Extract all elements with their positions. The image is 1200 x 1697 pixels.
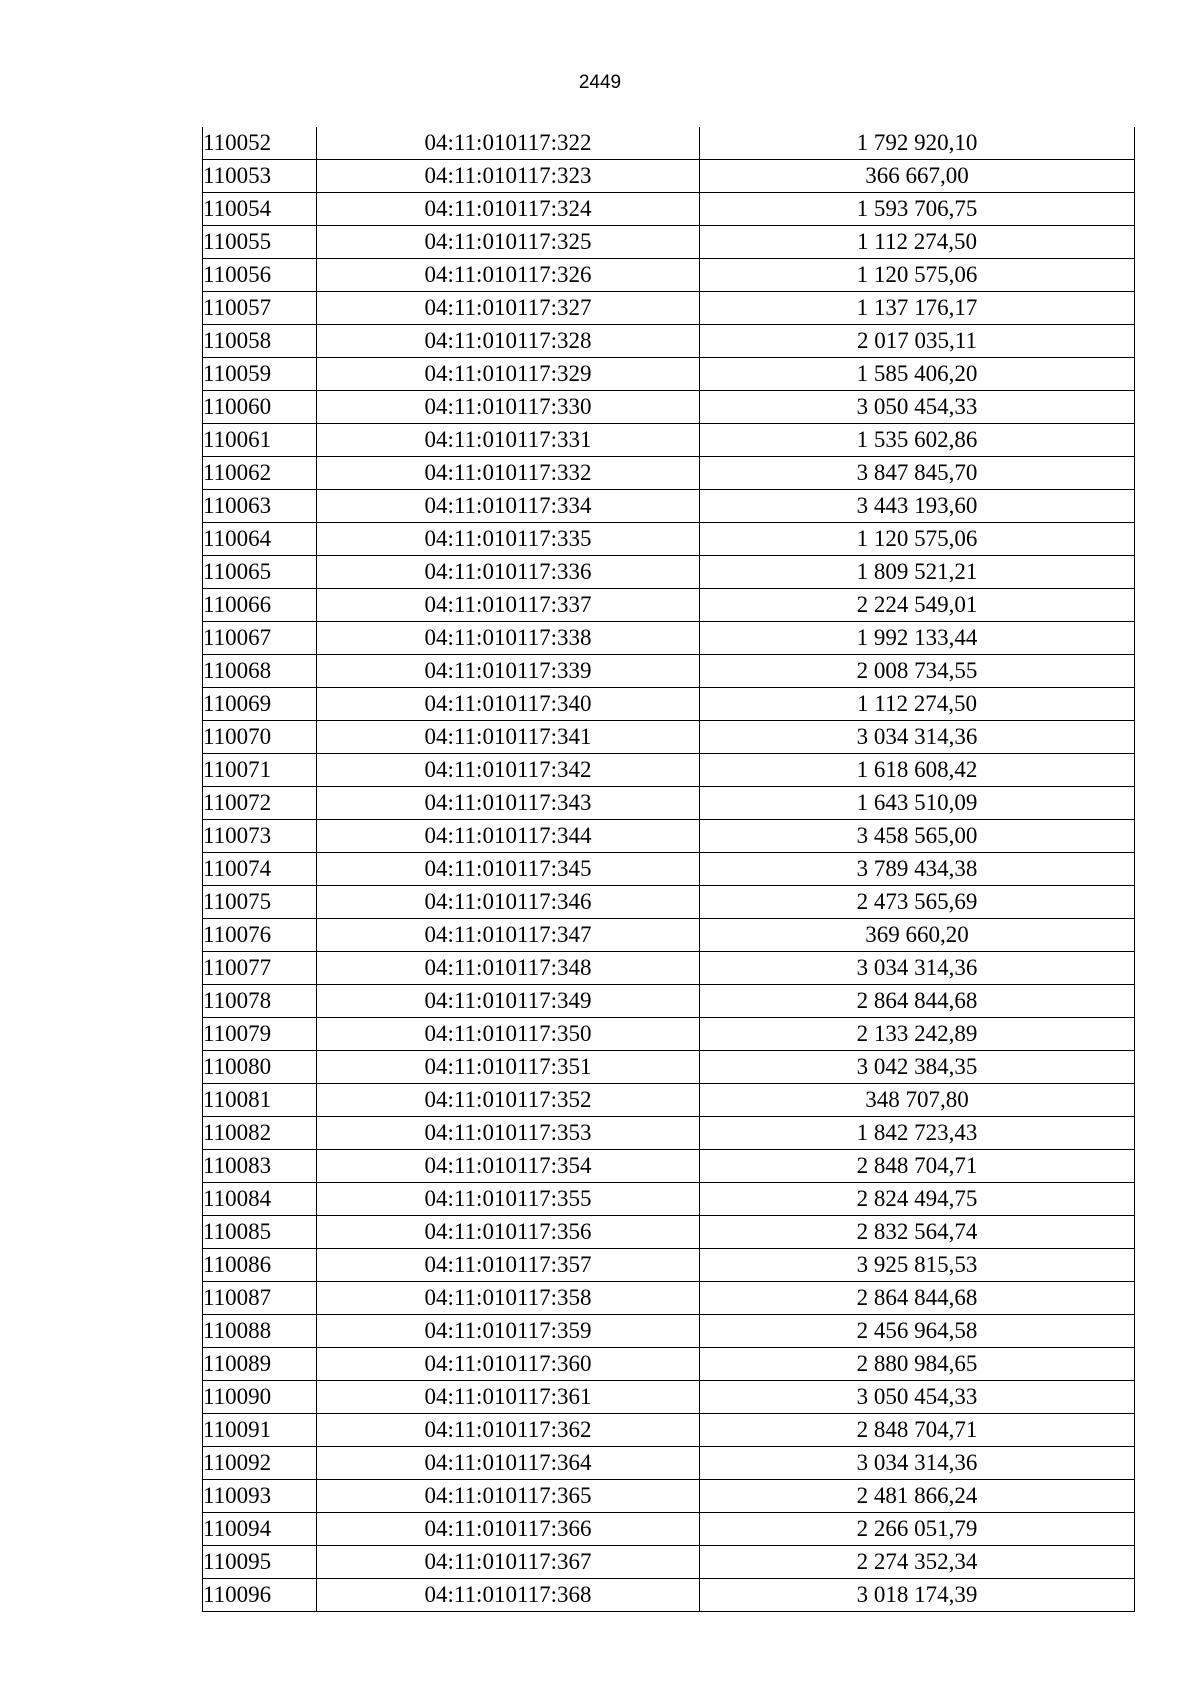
- cadastral-value-cell: 1 112 274,50: [700, 226, 1135, 259]
- row-number-cell: 110064: [203, 523, 317, 556]
- cadastral-number-cell: 04:11:010117:360: [317, 1348, 700, 1381]
- table-row: [203, 721, 1135, 754]
- cadastral-number-cell: 04:11:010117:338: [317, 622, 700, 655]
- table-row: [203, 1546, 1135, 1579]
- row-number-cell: 110054: [203, 193, 317, 226]
- cadastral-number-cell: 04:11:010117:323: [317, 160, 700, 193]
- cadastral-number-cell: 04:11:010117:334: [317, 490, 700, 523]
- cadastral-value-cell: 1 112 274,50: [700, 688, 1135, 721]
- row-number-cell: 110068: [203, 655, 317, 688]
- cadastral-value-cell: 3 458 565,00: [700, 820, 1135, 853]
- row-number-cell: 110092: [203, 1447, 317, 1480]
- row-number-cell: 110086: [203, 1249, 317, 1282]
- row-number-cell: 110076: [203, 919, 317, 952]
- row-number-cell: 110083: [203, 1150, 317, 1183]
- table-row: [203, 1513, 1135, 1546]
- table-row: [203, 226, 1135, 259]
- cadastral-number-cell: 04:11:010117:340: [317, 688, 700, 721]
- table-row: [203, 1579, 1135, 1612]
- row-number-cell: 110056: [203, 259, 317, 292]
- cadastral-number-cell: 04:11:010117:337: [317, 589, 700, 622]
- table-row: [203, 787, 1135, 820]
- cadastral-value-cell: 366 667,00: [700, 160, 1135, 193]
- row-number-cell: 110065: [203, 556, 317, 589]
- cadastral-value-cell: 1 120 575,06: [700, 259, 1135, 292]
- table-row: [203, 523, 1135, 556]
- row-number-cell: 110093: [203, 1480, 317, 1513]
- cadastral-value-cell: 3 018 174,39: [700, 1579, 1135, 1612]
- cadastral-value-cell: 2 017 035,11: [700, 325, 1135, 358]
- table-row: [203, 919, 1135, 952]
- page-number: 2449: [578, 72, 622, 93]
- cadastral-number-cell: 04:11:010117:361: [317, 1381, 700, 1414]
- table-row: [203, 655, 1135, 688]
- cadastral-value-cell: 1 992 133,44: [700, 622, 1135, 655]
- cadastral-value-cell: 2 473 565,69: [700, 886, 1135, 919]
- cadastral-number-cell: 04:11:010117:366: [317, 1513, 700, 1546]
- table-row: [203, 886, 1135, 919]
- row-number-cell: 110070: [203, 721, 317, 754]
- cadastral-number-cell: 04:11:010117:357: [317, 1249, 700, 1282]
- table-row: [203, 1414, 1135, 1447]
- cadastral-number-cell: 04:11:010117:331: [317, 424, 700, 457]
- table-row: [203, 424, 1135, 457]
- cadastral-number-cell: 04:11:010117:342: [317, 754, 700, 787]
- table-row: [203, 1447, 1135, 1480]
- cadastral-number-cell: 04:11:010117:329: [317, 358, 700, 391]
- cadastral-value-cell: 3 925 815,53: [700, 1249, 1135, 1282]
- table-row: [203, 292, 1135, 325]
- cadastral-value-cell: 1 593 706,75: [700, 193, 1135, 226]
- row-number-cell: 110084: [203, 1183, 317, 1216]
- cadastral-number-cell: 04:11:010117:347: [317, 919, 700, 952]
- cadastral-value-cell: 2 880 984,65: [700, 1348, 1135, 1381]
- table-row: [203, 1381, 1135, 1414]
- cadastral-number-cell: 04:11:010117:322: [317, 127, 700, 160]
- cadastral-value-cell: 369 660,20: [700, 919, 1135, 952]
- cadastral-number-cell: 04:11:010117:346: [317, 886, 700, 919]
- cadastral-value-cell: 348 707,80: [700, 1084, 1135, 1117]
- row-number-cell: 110067: [203, 622, 317, 655]
- row-number-cell: 110089: [203, 1348, 317, 1381]
- cadastral-value-cell: 1 618 608,42: [700, 754, 1135, 787]
- table-row: [203, 1480, 1135, 1513]
- cadastral-value-cell: 1 792 920,10: [700, 127, 1135, 160]
- cadastral-value-cell: 3 443 193,60: [700, 490, 1135, 523]
- cadastral-number-cell: 04:11:010117:367: [317, 1546, 700, 1579]
- row-number-cell: 110058: [203, 325, 317, 358]
- cadastral-value-cell: 3 034 314,36: [700, 952, 1135, 985]
- row-number-cell: 110062: [203, 457, 317, 490]
- cadastral-value-cell: 3 789 434,38: [700, 853, 1135, 886]
- table-row: [203, 589, 1135, 622]
- cadastral-number-cell: 04:11:010117:324: [317, 193, 700, 226]
- table-row: [203, 1282, 1135, 1315]
- table-row: [203, 1117, 1135, 1150]
- cadastral-number-cell: 04:11:010117:325: [317, 226, 700, 259]
- row-number-cell: 110059: [203, 358, 317, 391]
- cadastral-value-cell: 2 481 866,24: [700, 1480, 1135, 1513]
- table-row: [203, 1249, 1135, 1282]
- cadastral-number-cell: 04:11:010117:362: [317, 1414, 700, 1447]
- cadastral-value-table: [202, 127, 1135, 1612]
- cadastral-value-cell: 3 042 384,35: [700, 1051, 1135, 1084]
- cadastral-number-cell: 04:11:010117:332: [317, 457, 700, 490]
- table-row: [203, 358, 1135, 391]
- row-number-cell: 110063: [203, 490, 317, 523]
- table-row: [203, 688, 1135, 721]
- cadastral-number-cell: 04:11:010117:358: [317, 1282, 700, 1315]
- cadastral-value-cell: 2 848 704,71: [700, 1414, 1135, 1447]
- row-number-cell: 110053: [203, 160, 317, 193]
- table-row: [203, 1315, 1135, 1348]
- cadastral-number-cell: 04:11:010117:355: [317, 1183, 700, 1216]
- cadastral-value-cell: 1 535 602,86: [700, 424, 1135, 457]
- row-number-cell: 110060: [203, 391, 317, 424]
- row-number-cell: 110085: [203, 1216, 317, 1249]
- row-number-cell: 110073: [203, 820, 317, 853]
- row-number-cell: 110078: [203, 985, 317, 1018]
- cadastral-number-cell: 04:11:010117:339: [317, 655, 700, 688]
- cadastral-number-cell: 04:11:010117:352: [317, 1084, 700, 1117]
- row-number-cell: 110071: [203, 754, 317, 787]
- cadastral-number-cell: 04:11:010117:341: [317, 721, 700, 754]
- cadastral-number-cell: 04:11:010117:344: [317, 820, 700, 853]
- table-row: [203, 127, 1135, 160]
- table-row: [203, 952, 1135, 985]
- cadastral-value-cell: 2 864 844,68: [700, 1282, 1135, 1315]
- table-row: [203, 457, 1135, 490]
- cadastral-number-cell: 04:11:010117:359: [317, 1315, 700, 1348]
- table-row: [203, 556, 1135, 589]
- cadastral-number-cell: 04:11:010117:349: [317, 985, 700, 1018]
- row-number-cell: 110094: [203, 1513, 317, 1546]
- cadastral-number-cell: 04:11:010117:335: [317, 523, 700, 556]
- cadastral-value-cell: 2 832 564,74: [700, 1216, 1135, 1249]
- cadastral-value-cell: 2 008 734,55: [700, 655, 1135, 688]
- cadastral-number-cell: 04:11:010117:354: [317, 1150, 700, 1183]
- row-number-cell: 110096: [203, 1579, 317, 1612]
- row-number-cell: 110061: [203, 424, 317, 457]
- cadastral-value-cell: 1 842 723,43: [700, 1117, 1135, 1150]
- cadastral-value-cell: 3 050 454,33: [700, 391, 1135, 424]
- table-row: [203, 490, 1135, 523]
- cadastral-value-cell: 2 824 494,75: [700, 1183, 1135, 1216]
- row-number-cell: 110072: [203, 787, 317, 820]
- table-row: [203, 160, 1135, 193]
- row-number-cell: 110074: [203, 853, 317, 886]
- table-body: [203, 127, 1135, 1612]
- cadastral-number-cell: 04:11:010117:327: [317, 292, 700, 325]
- cadastral-value-cell: 2 266 051,79: [700, 1513, 1135, 1546]
- table-row: [203, 1084, 1135, 1117]
- row-number-cell: 110079: [203, 1018, 317, 1051]
- table-row: [203, 193, 1135, 226]
- cadastral-value-cell: 3 847 845,70: [700, 457, 1135, 490]
- cadastral-value-cell: 3 050 454,33: [700, 1381, 1135, 1414]
- row-number-cell: 110088: [203, 1315, 317, 1348]
- row-number-cell: 110075: [203, 886, 317, 919]
- row-number-cell: 110090: [203, 1381, 317, 1414]
- table-row: [203, 754, 1135, 787]
- cadastral-value-cell: 3 034 314,36: [700, 721, 1135, 754]
- cadastral-value-cell: 1 809 521,21: [700, 556, 1135, 589]
- cadastral-number-cell: 04:11:010117:328: [317, 325, 700, 358]
- cadastral-number-cell: 04:11:010117:356: [317, 1216, 700, 1249]
- table-row: [203, 1216, 1135, 1249]
- table-row: [203, 391, 1135, 424]
- cadastral-value-cell: 2 456 964,58: [700, 1315, 1135, 1348]
- cadastral-number-cell: 04:11:010117:351: [317, 1051, 700, 1084]
- cadastral-number-cell: 04:11:010117:365: [317, 1480, 700, 1513]
- row-number-cell: 110066: [203, 589, 317, 622]
- row-number-cell: 110057: [203, 292, 317, 325]
- cadastral-value-cell: 1 137 176,17: [700, 292, 1135, 325]
- cadastral-number-cell: 04:11:010117:326: [317, 259, 700, 292]
- table-row: [203, 622, 1135, 655]
- row-number-cell: 110080: [203, 1051, 317, 1084]
- row-number-cell: 110095: [203, 1546, 317, 1579]
- cadastral-value-cell: 2 848 704,71: [700, 1150, 1135, 1183]
- cadastral-number-cell: 04:11:010117:330: [317, 391, 700, 424]
- cadastral-value-cell: 2 864 844,68: [700, 985, 1135, 1018]
- row-number-cell: 110087: [203, 1282, 317, 1315]
- cadastral-value-cell: 2 133 242,89: [700, 1018, 1135, 1051]
- row-number-cell: 110082: [203, 1117, 317, 1150]
- table-row: [203, 1348, 1135, 1381]
- row-number-cell: 110077: [203, 952, 317, 985]
- row-number-cell: 110081: [203, 1084, 317, 1117]
- table-row: [203, 1150, 1135, 1183]
- row-number-cell: 110055: [203, 226, 317, 259]
- cadastral-value-cell: 1 643 510,09: [700, 787, 1135, 820]
- row-number-cell: 110069: [203, 688, 317, 721]
- table-row: [203, 259, 1135, 292]
- row-number-cell: 110052: [203, 127, 317, 160]
- cadastral-number-cell: 04:11:010117:348: [317, 952, 700, 985]
- table-row: [203, 1051, 1135, 1084]
- table-row: [203, 853, 1135, 886]
- cadastral-value-cell: 2 224 549,01: [700, 589, 1135, 622]
- table-row: [203, 820, 1135, 853]
- table-row: [203, 1018, 1135, 1051]
- cadastral-number-cell: 04:11:010117:368: [317, 1579, 700, 1612]
- table-row: [203, 1183, 1135, 1216]
- cadastral-value-cell: 2 274 352,34: [700, 1546, 1135, 1579]
- cadastral-number-cell: 04:11:010117:350: [317, 1018, 700, 1051]
- cadastral-number-cell: 04:11:010117:345: [317, 853, 700, 886]
- cadastral-value-cell: 1 585 406,20: [700, 358, 1135, 391]
- table-row: [203, 985, 1135, 1018]
- row-number-cell: 110091: [203, 1414, 317, 1447]
- cadastral-number-cell: 04:11:010117:343: [317, 787, 700, 820]
- cadastral-number-cell: 04:11:010117:353: [317, 1117, 700, 1150]
- cadastral-value-cell: 3 034 314,36: [700, 1447, 1135, 1480]
- table-row: [203, 325, 1135, 358]
- cadastral-number-cell: 04:11:010117:336: [317, 556, 700, 589]
- cadastral-value-cell: 1 120 575,06: [700, 523, 1135, 556]
- cadastral-number-cell: 04:11:010117:364: [317, 1447, 700, 1480]
